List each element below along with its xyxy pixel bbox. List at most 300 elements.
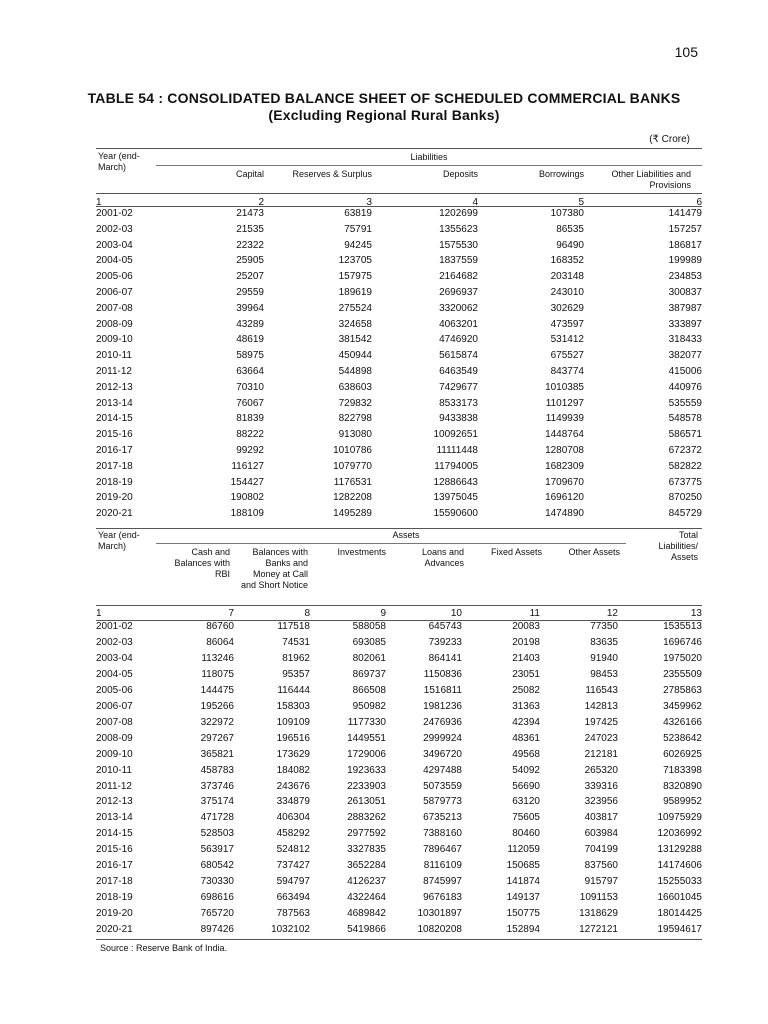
cell-value: 5238642: [663, 732, 702, 744]
col-number: 9: [380, 608, 386, 619]
cell-value: 48619: [236, 334, 264, 346]
cell-value: 86535: [556, 223, 584, 235]
cell-value: 2613051: [347, 796, 386, 808]
cell-value: 297267: [200, 732, 234, 744]
col-header-reserves: Reserves & Surplus: [292, 169, 372, 179]
col-header-borrowings: Borrowings: [538, 169, 584, 179]
cell-value: 83635: [590, 636, 618, 648]
row-year: 2006-07: [96, 286, 133, 298]
table-row: [96, 364, 702, 380]
col-header-total: Total Liabilities/ Assets: [658, 530, 698, 562]
row-year: 2016-17: [96, 860, 133, 872]
cell-value: 18014425: [657, 908, 702, 920]
table-row: [96, 443, 702, 459]
cell-value: 1280708: [545, 444, 584, 456]
cell-value: 2696937: [439, 286, 478, 298]
cell-value: 406304: [276, 812, 310, 824]
liabilities-table: [96, 206, 702, 522]
cell-value: 1448764: [545, 429, 584, 441]
cell-value: 7896467: [423, 844, 462, 856]
cell-value: 4297488: [423, 764, 462, 776]
cell-value: 837560: [584, 860, 618, 872]
cell-value: 864141: [428, 652, 462, 664]
cell-value: 1682309: [545, 460, 584, 472]
cell-value: 10092651: [433, 429, 478, 441]
cell-value: 116543: [585, 684, 618, 696]
cell-value: 4689842: [347, 908, 386, 920]
cell-value: 150775: [506, 908, 540, 920]
col-number: 6: [696, 197, 702, 208]
cell-value: 586571: [668, 429, 702, 441]
table-row: [96, 332, 702, 348]
row-year: 2009-10: [96, 748, 133, 760]
cell-value: 56690: [512, 780, 540, 792]
cell-value: 588058: [352, 621, 386, 632]
cell-value: 48361: [512, 732, 540, 744]
cell-value: 1696746: [663, 636, 702, 648]
row-year: 2011-12: [96, 780, 132, 792]
cell-value: 4746920: [439, 334, 478, 346]
cell-value: 142813: [584, 700, 618, 712]
cell-value: 2355509: [663, 668, 702, 680]
row-year: 2017-18: [96, 876, 133, 888]
table-row: [96, 635, 702, 651]
table-row: [96, 619, 702, 635]
cell-value: 116127: [231, 460, 264, 472]
row-year: 2013-14: [96, 397, 133, 409]
source-note: Source : Reserve Bank of India.: [100, 943, 228, 953]
cell-value: 1010385: [545, 381, 584, 393]
assets-group-header: Assets: [392, 530, 420, 540]
cell-value: 334879: [276, 796, 310, 808]
cell-value: 7183398: [663, 764, 702, 776]
cell-value: 1449551: [347, 732, 386, 744]
col-number: 12: [606, 608, 618, 619]
cell-value: 19594617: [657, 924, 702, 936]
cell-value: 23051: [512, 668, 540, 680]
col-header-investments: Investments: [337, 547, 386, 557]
table-row: [96, 667, 702, 683]
cell-value: 1176531: [333, 476, 372, 488]
cell-value: 173629: [276, 748, 310, 760]
cell-value: 787563: [276, 908, 310, 920]
cell-value: 86064: [206, 636, 234, 648]
cell-value: 866508: [352, 684, 386, 696]
cell-value: 6026925: [663, 748, 702, 760]
year-header: Year (end-March): [98, 151, 140, 172]
cell-value: 21535: [236, 223, 264, 235]
row-year: 2011-12: [96, 365, 132, 377]
row-year: 2002-03: [96, 223, 133, 235]
row-year: 2007-08: [96, 302, 133, 314]
cell-value: 3320062: [439, 302, 478, 314]
cell-value: 594797: [276, 876, 310, 888]
assets-table: [96, 619, 702, 938]
cell-value: 2883262: [347, 812, 386, 824]
cell-value: 318433: [668, 334, 702, 346]
table-row: [96, 763, 702, 779]
row-year: 2019-20: [96, 492, 133, 504]
row-year: 2017-18: [96, 460, 133, 472]
cell-value: 186817: [668, 239, 702, 251]
table-row: [96, 890, 702, 906]
row-year: 2015-16: [96, 844, 133, 856]
table-row: [96, 269, 702, 285]
cell-value: 29559: [236, 286, 264, 298]
cell-value: 1696120: [545, 492, 584, 504]
row-year: 2012-13: [96, 381, 133, 393]
table-row: [96, 317, 702, 333]
cell-value: 403817: [584, 812, 618, 824]
cell-value: 25207: [236, 271, 264, 283]
cell-value: 81839: [236, 413, 264, 425]
cell-value: 118075: [201, 668, 234, 680]
cell-value: 63819: [344, 208, 372, 219]
cell-value: 88222: [236, 429, 264, 441]
cell-value: 94245: [344, 239, 372, 251]
cell-value: 196516: [276, 732, 310, 744]
col-number: 5: [578, 197, 584, 208]
cell-value: 112059: [507, 844, 540, 856]
cell-value: 324658: [338, 318, 372, 330]
cell-value: 21473: [236, 208, 264, 219]
cell-value: 458783: [200, 764, 234, 776]
row-year: 2010-11: [96, 764, 132, 776]
cell-value: 415006: [668, 365, 702, 377]
cell-value: 2977592: [347, 828, 386, 840]
cell-value: 76067: [236, 397, 264, 409]
cell-value: 189619: [338, 286, 372, 298]
cell-value: 1535513: [663, 621, 702, 632]
cell-value: 8116109: [423, 860, 462, 872]
table-row: [96, 206, 702, 222]
cell-value: 1923633: [347, 764, 386, 776]
col-number: 1: [96, 197, 102, 208]
col-header-fixed-assets: Fixed Assets: [490, 547, 542, 557]
cell-value: 150685: [506, 860, 540, 872]
title-line-1: TABLE 54 : CONSOLIDATED BALANCE SHEET OF SCHEDULED COMMERCIAL BANKS: [87, 90, 681, 106]
cell-value: 15255033: [657, 876, 702, 888]
cell-value: 70310: [236, 381, 264, 393]
table-row: [96, 715, 702, 731]
cell-value: 603984: [584, 828, 618, 840]
table-row: [96, 285, 702, 301]
cell-value: 2999924: [423, 732, 462, 744]
row-year: 2003-04: [96, 652, 133, 664]
cell-value: 450944: [338, 350, 372, 362]
table-row: [96, 506, 702, 522]
cell-value: 535559: [668, 397, 702, 409]
row-year: 2018-19: [96, 892, 133, 904]
cell-value: 869737: [352, 668, 386, 680]
table-row: [96, 842, 702, 858]
row-year: 2008-09: [96, 732, 133, 744]
cell-value: 5879773: [423, 796, 462, 808]
cell-value: 154427: [230, 476, 264, 488]
cell-value: 123705: [338, 255, 372, 267]
cell-value: 109109: [276, 716, 310, 728]
cell-value: 739233: [428, 636, 462, 648]
cell-value: 1202699: [439, 208, 478, 219]
cell-value: 157975: [338, 271, 372, 283]
cell-value: 373746: [200, 780, 234, 792]
cell-value: 195266: [200, 700, 234, 712]
cell-value: 107380: [550, 208, 584, 219]
unit-label: (₹ Crore): [649, 134, 690, 145]
cell-value: 663494: [276, 892, 310, 904]
table-row: [96, 411, 702, 427]
cell-value: 1837559: [439, 255, 478, 267]
row-year: 2013-14: [96, 812, 133, 824]
col-header-capital: Capital: [235, 169, 264, 179]
table-row: [96, 794, 702, 810]
cell-value: 31363: [512, 700, 540, 712]
cell-value: 157257: [668, 223, 702, 235]
cell-value: 1516811: [423, 684, 462, 696]
cell-value: 7388160: [423, 828, 462, 840]
cell-value: 870250: [668, 492, 702, 504]
cell-value: 2233903: [347, 780, 386, 792]
cell-value: 16601045: [657, 892, 702, 904]
cell-value: 1981236: [423, 700, 462, 712]
cell-value: 4326166: [663, 716, 702, 728]
cell-value: 673775: [668, 476, 702, 488]
cell-value: 3496720: [423, 748, 462, 760]
year-header-2: Year (end-March): [98, 530, 140, 551]
col-number: 3: [366, 197, 372, 208]
table-row: [96, 348, 702, 364]
page-number: 105: [674, 44, 698, 60]
cell-value: 1010786: [333, 444, 372, 456]
cell-value: 528503: [200, 828, 234, 840]
cell-value: 141874: [506, 876, 540, 888]
row-year: 2016-17: [96, 444, 133, 456]
cell-value: 63120: [512, 796, 540, 808]
row-year: 2003-04: [96, 239, 133, 251]
cell-value: 382077: [668, 350, 702, 362]
cell-value: 49568: [512, 748, 540, 760]
cell-value: 845729: [668, 508, 702, 520]
cell-value: 375174: [200, 796, 234, 808]
cell-value: 1495289: [333, 508, 372, 520]
table-row: [96, 427, 702, 443]
cell-value: 704199: [584, 844, 618, 856]
cell-value: 802061: [352, 652, 386, 664]
cell-value: 141479: [668, 208, 702, 219]
cell-value: 387987: [668, 302, 702, 314]
cell-value: 63664: [236, 365, 264, 377]
cell-value: 81962: [282, 652, 310, 664]
row-year: 2006-07: [96, 700, 133, 712]
table-row: [96, 238, 702, 254]
cell-value: 913080: [338, 429, 372, 441]
cell-value: 302629: [550, 302, 584, 314]
cell-value: 1474890: [545, 508, 584, 520]
cell-value: 117518: [277, 621, 310, 632]
table-row: [96, 253, 702, 269]
cell-value: 458292: [276, 828, 310, 840]
cell-value: 158303: [276, 700, 310, 712]
col-number: 10: [450, 608, 462, 619]
cell-value: 8533173: [439, 397, 478, 409]
top-rule: [96, 148, 702, 149]
cell-value: 9589952: [663, 796, 702, 808]
cell-value: 116444: [277, 684, 310, 696]
row-year: 2018-19: [96, 476, 133, 488]
cell-value: 247023: [584, 732, 618, 744]
row-year: 2002-03: [96, 636, 133, 648]
cell-value: 8745997: [423, 876, 462, 888]
table-row: [96, 922, 702, 938]
cell-value: 1729006: [347, 748, 386, 760]
row-year: 2004-05: [96, 668, 133, 680]
row-year: 2020-21: [96, 508, 133, 520]
cell-value: 113246: [201, 652, 234, 664]
bottom-rule: [96, 939, 702, 940]
cell-value: 86760: [206, 621, 234, 632]
col-number: 7: [228, 608, 234, 619]
col-number: 1: [96, 608, 102, 619]
table-row: [96, 858, 702, 874]
table-row: [96, 396, 702, 412]
col-number: 13: [690, 608, 702, 619]
row-year: 2009-10: [96, 334, 133, 346]
cell-value: 10820208: [417, 924, 462, 936]
row-year: 2008-09: [96, 318, 133, 330]
col-number: 8: [304, 608, 310, 619]
liabilities-subrule: [156, 165, 702, 166]
cell-value: 3327835: [347, 844, 386, 856]
table-title: [0, 90, 768, 124]
table-row: [96, 874, 702, 890]
table-row: [96, 699, 702, 715]
table-row: [96, 380, 702, 396]
cell-value: 693085: [352, 636, 386, 648]
cell-value: 3652284: [347, 860, 386, 872]
cell-value: 1032102: [271, 924, 310, 936]
cell-value: 13975045: [433, 492, 478, 504]
cell-value: 4126237: [347, 876, 386, 888]
cell-value: 729832: [338, 397, 372, 409]
cell-value: 42394: [512, 716, 540, 728]
cell-value: 680542: [200, 860, 234, 872]
cell-value: 212181: [584, 748, 618, 760]
cell-value: 2476936: [423, 716, 462, 728]
table-row: [96, 651, 702, 667]
col-header-other-liabilities: Other Liabilities and Provisions: [611, 169, 691, 190]
cell-value: 915797: [584, 876, 618, 888]
cell-value: 152894: [506, 924, 540, 936]
cell-value: 11111448: [436, 444, 478, 456]
table-row: [96, 747, 702, 763]
col-header-loans: Loans and Advances: [421, 547, 464, 568]
cell-value: 275524: [338, 302, 372, 314]
cell-value: 95357: [282, 668, 310, 680]
cell-value: 5419866: [347, 924, 386, 936]
cell-value: 13129288: [657, 844, 702, 856]
cell-value: 1355623: [439, 223, 478, 235]
cell-value: 440976: [668, 381, 702, 393]
row-year: 2001-02: [96, 621, 133, 632]
cell-value: 75791: [344, 223, 372, 235]
table-row: [96, 683, 702, 699]
title-line-2: (Excluding Regional Rural Banks): [268, 107, 500, 123]
table-row: [96, 906, 702, 922]
col-header-cash: Cash and Balances with RBI: [174, 547, 230, 579]
cell-value: 91940: [590, 652, 618, 664]
cell-value: 265320: [584, 764, 618, 776]
table-row: [96, 826, 702, 842]
cell-value: 203148: [550, 271, 584, 283]
cell-value: 6735213: [423, 812, 462, 824]
cell-value: 1101297: [545, 397, 584, 409]
cell-value: 149137: [506, 892, 540, 904]
cell-value: 1318629: [579, 908, 618, 920]
cell-value: 381542: [338, 334, 372, 346]
col-number: 4: [472, 197, 478, 208]
cell-value: 99292: [236, 444, 264, 456]
cell-value: 8320890: [663, 780, 702, 792]
cell-value: 531412: [550, 334, 584, 346]
row-year: 2004-05: [96, 255, 133, 267]
cell-value: 14174606: [657, 860, 702, 872]
cell-value: 197425: [584, 716, 618, 728]
cell-value: 9433838: [439, 413, 478, 425]
cell-value: 563917: [200, 844, 234, 856]
row-year: 2005-06: [96, 684, 133, 696]
cell-value: 54092: [512, 764, 540, 776]
table-row: [96, 490, 702, 506]
cell-value: 1150836: [423, 668, 462, 680]
cell-value: 5615874: [439, 350, 478, 362]
cell-value: 897426: [200, 924, 234, 936]
cell-value: 243676: [276, 780, 310, 792]
cell-value: 168352: [550, 255, 584, 267]
cell-value: 737427: [276, 860, 310, 872]
table-row: [96, 810, 702, 826]
cell-value: 1975020: [663, 652, 702, 664]
table-row: [96, 222, 702, 238]
row-year: 2005-06: [96, 271, 133, 283]
cell-value: 339316: [584, 780, 618, 792]
row-year: 2020-21: [96, 924, 133, 936]
cell-value: 39964: [236, 302, 264, 314]
cell-value: 21403: [512, 652, 540, 664]
cell-value: 10975929: [657, 812, 702, 824]
col-header-deposits: Deposits: [442, 169, 478, 179]
cell-value: 323956: [584, 796, 618, 808]
cell-value: 544898: [338, 365, 372, 377]
cell-value: 96490: [556, 239, 584, 251]
cell-value: 1079770: [333, 460, 372, 472]
cell-value: 473597: [550, 318, 584, 330]
cell-value: 1575530: [439, 239, 478, 251]
table-row: [96, 475, 702, 491]
cell-value: 12036992: [657, 828, 702, 840]
cell-value: 25082: [512, 684, 540, 696]
cell-value: 582822: [668, 460, 702, 472]
cell-value: 11794005: [434, 460, 478, 472]
cell-value: 1177330: [347, 716, 386, 728]
row-year: 2001-02: [96, 208, 133, 219]
cell-value: 74531: [282, 636, 310, 648]
cell-value: 199989: [668, 255, 702, 267]
cell-value: 12886643: [433, 476, 478, 488]
col-number: 11: [529, 608, 540, 619]
table-row: [96, 779, 702, 795]
cell-value: 25905: [236, 255, 264, 267]
col-number: 2: [258, 197, 264, 208]
